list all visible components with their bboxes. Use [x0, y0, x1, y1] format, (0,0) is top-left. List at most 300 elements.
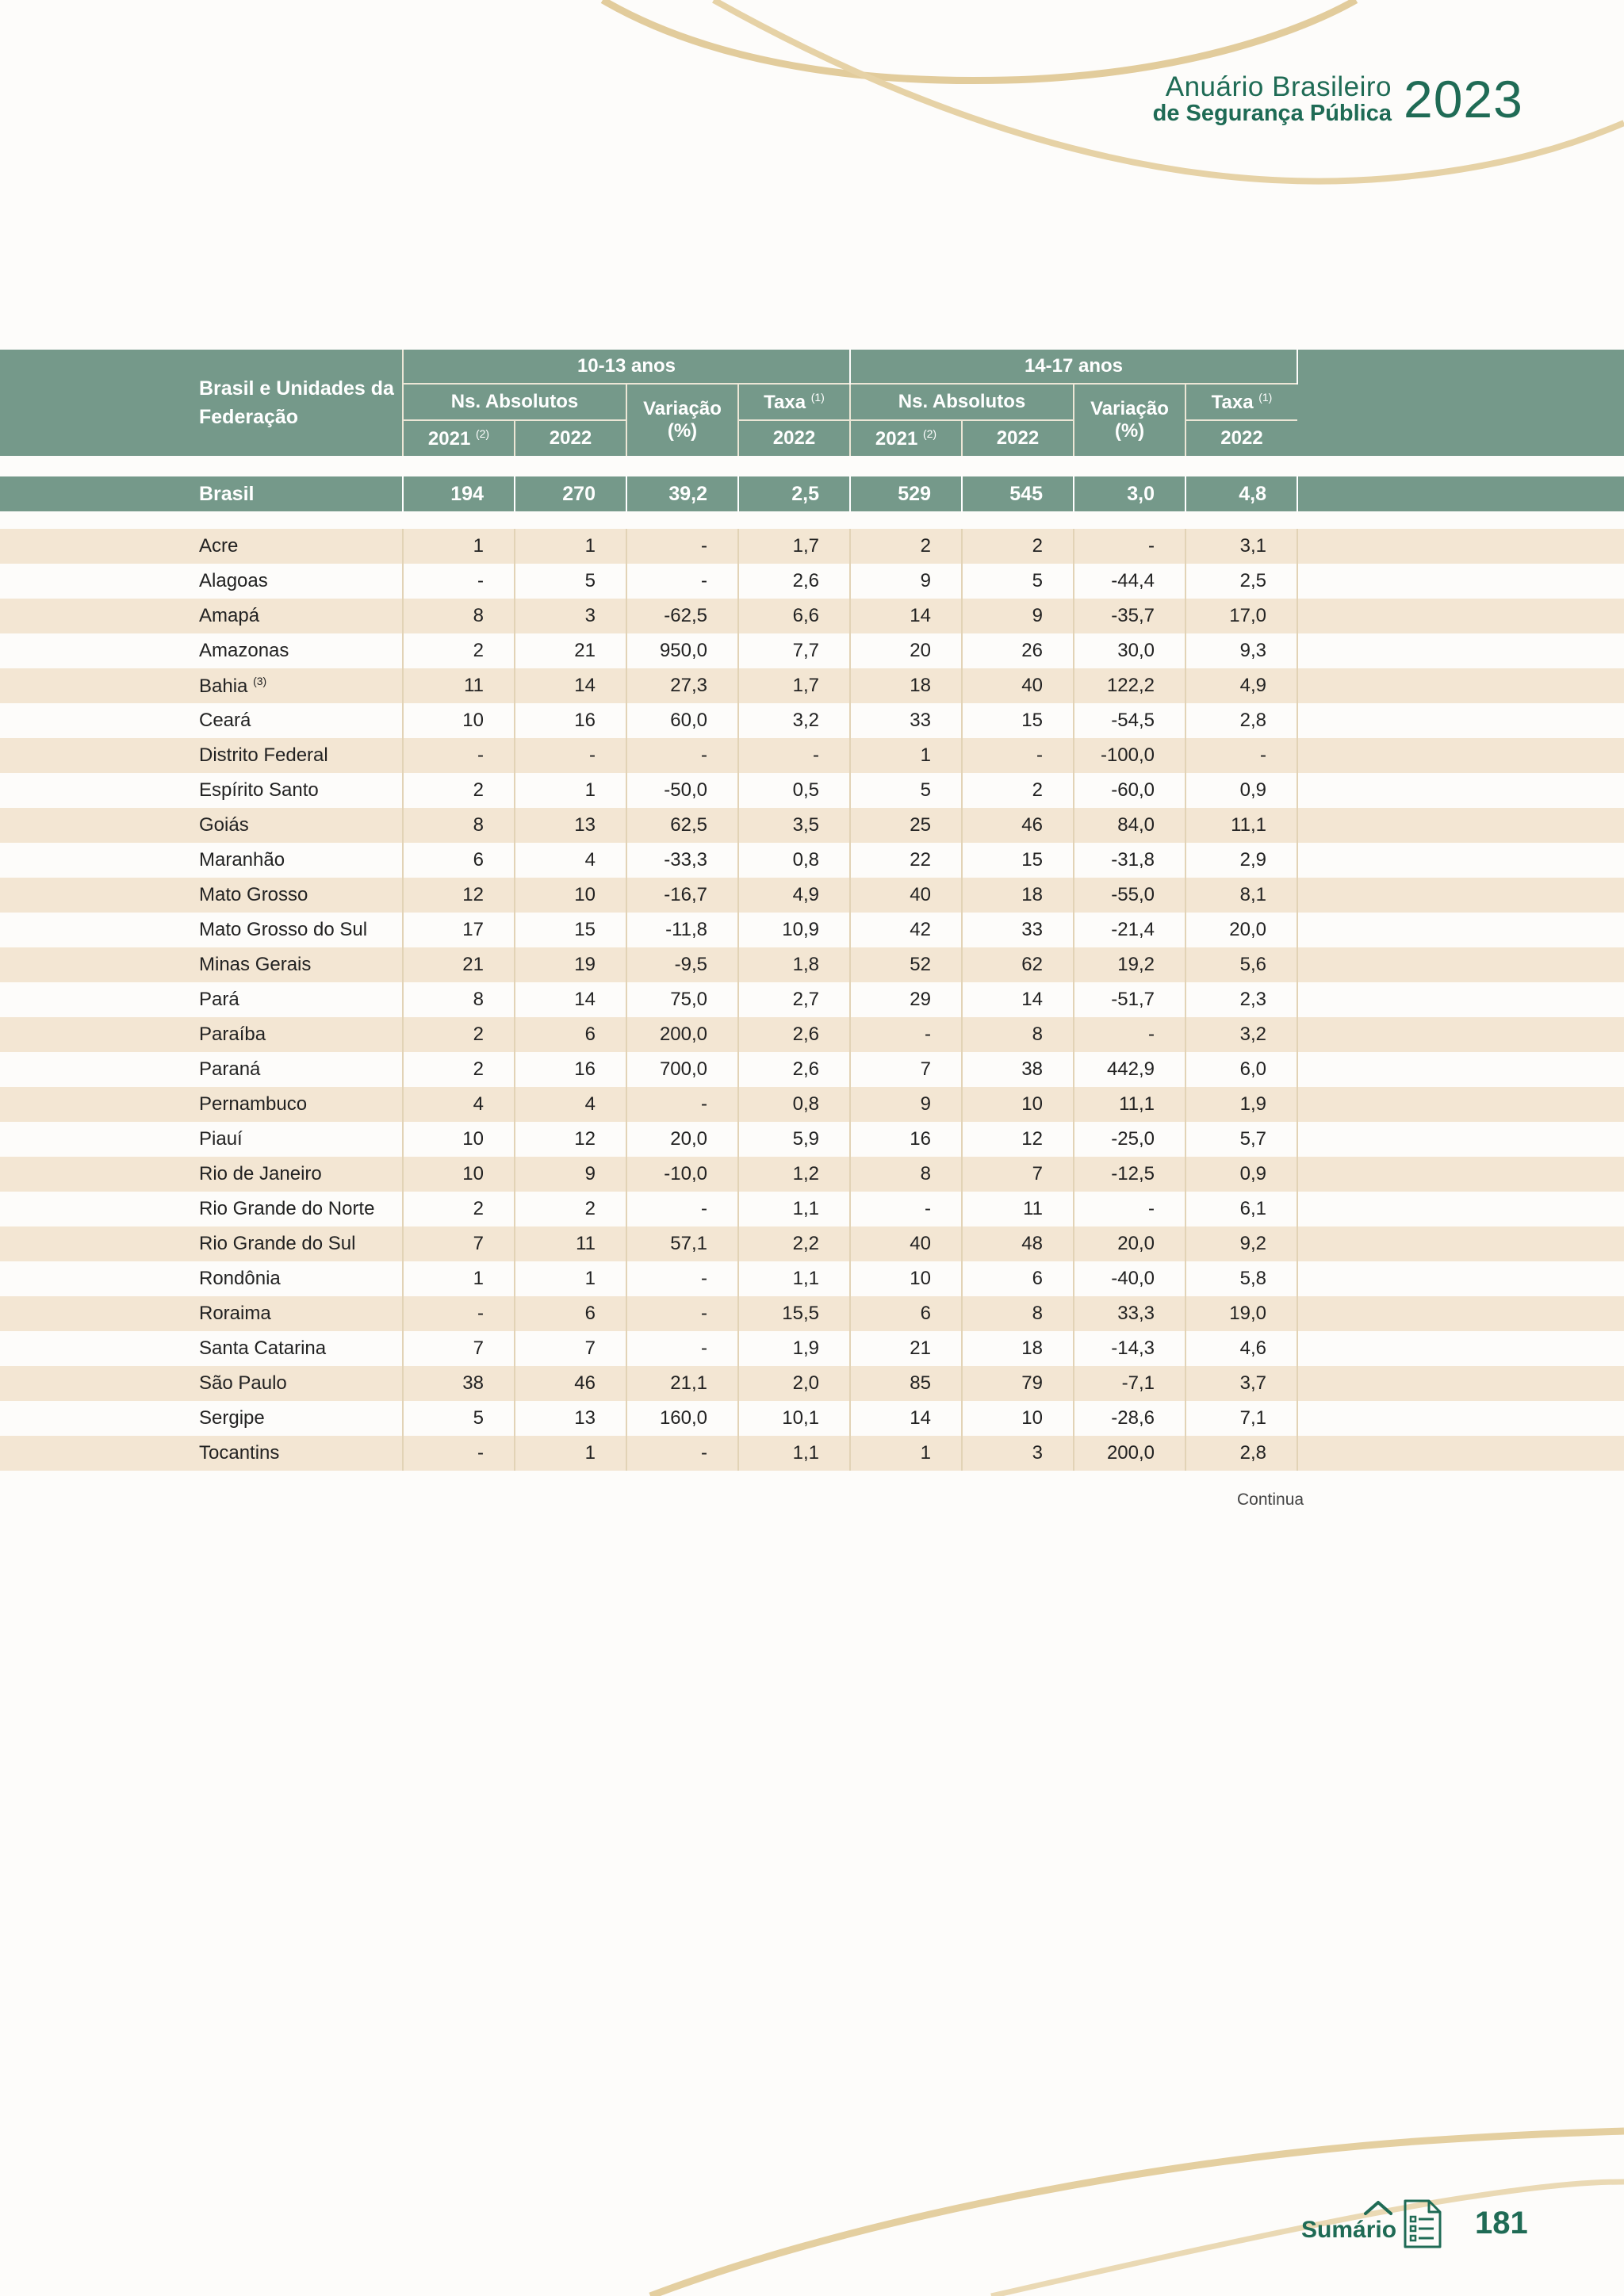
cell: 5,7 — [1185, 1122, 1297, 1157]
variacao-header-1: Variação (%) — [626, 384, 738, 456]
cell: 40 — [962, 668, 1074, 703]
row-label: Bahia $^{(3)}$ — [0, 668, 403, 703]
cell: 10 — [515, 878, 626, 913]
table-row — [0, 703, 1624, 738]
cell: - — [962, 738, 1074, 773]
cell: 2,8 — [1185, 703, 1297, 738]
row-filler — [1297, 1261, 1624, 1296]
cell: 122,2 — [1074, 668, 1185, 703]
row-label: Distrito Federal — [0, 738, 403, 773]
cell: 42 — [850, 913, 962, 947]
cell: 2,7 — [738, 982, 850, 1017]
cell: - — [626, 1192, 738, 1226]
table-row — [0, 808, 1624, 843]
cell: 15 — [962, 703, 1074, 738]
row-filler — [1297, 564, 1624, 599]
cell: 18 — [962, 1331, 1074, 1366]
cell: 60,0 — [626, 703, 738, 738]
cell: 545 — [962, 476, 1074, 511]
year-2022-header-2: 2022 — [962, 420, 1074, 456]
table-row — [0, 529, 1624, 564]
row-label: São Paulo — [0, 1366, 403, 1401]
cell: 20 — [850, 633, 962, 668]
cell: -55,0 — [1074, 878, 1185, 913]
table-row — [0, 1261, 1624, 1296]
cell: -10,0 — [626, 1157, 738, 1192]
cell: 9,3 — [1185, 633, 1297, 668]
row-label: Maranhão — [0, 843, 403, 878]
cell: 0,8 — [738, 1087, 850, 1122]
cell: -35,7 — [1074, 599, 1185, 633]
cell: 5,9 — [738, 1122, 850, 1157]
continua-note: Continua — [1237, 1490, 1304, 1509]
cell: 8 — [962, 1017, 1074, 1052]
cell: 2,6 — [738, 1017, 850, 1052]
cell: 1,1 — [738, 1192, 850, 1226]
cell: 62,5 — [626, 808, 738, 843]
cell: -7,1 — [1074, 1366, 1185, 1401]
table-row — [0, 1157, 1624, 1192]
cell: 160,0 — [626, 1401, 738, 1436]
cell: 15 — [962, 843, 1074, 878]
cell: 2 — [403, 1052, 515, 1087]
row-filler — [1297, 1331, 1624, 1366]
table-row — [0, 738, 1624, 773]
row-label: Sergipe — [0, 1401, 403, 1436]
cell: 2 — [403, 773, 515, 808]
row-label: Paraíba — [0, 1017, 403, 1052]
cell: 2 — [515, 1192, 626, 1226]
cell: 2 — [403, 633, 515, 668]
cell: 46 — [515, 1366, 626, 1401]
table-row — [0, 1331, 1624, 1366]
row-label: Rio Grande do Norte — [0, 1192, 403, 1226]
cell: 15,5 — [738, 1296, 850, 1331]
cell: 21 — [403, 947, 515, 982]
cell: -62,5 — [626, 599, 738, 633]
row-filler — [1297, 1122, 1624, 1157]
table-row — [0, 1017, 1624, 1052]
cell: 85 — [850, 1366, 962, 1401]
cell: 4 — [515, 843, 626, 878]
cell: 27,3 — [626, 668, 738, 703]
table-row — [0, 878, 1624, 913]
cell: 38 — [962, 1052, 1074, 1087]
cell: -14,3 — [1074, 1331, 1185, 1366]
cell: 0,8 — [738, 843, 850, 878]
cell: -44,4 — [1074, 564, 1185, 599]
cell: 38 — [403, 1366, 515, 1401]
cell: 14 — [850, 599, 962, 633]
row-label: Goiás — [0, 808, 403, 843]
abs-header-2: Ns. Absolutos — [850, 384, 1074, 420]
cell: -40,0 — [1074, 1261, 1185, 1296]
cell: 33 — [850, 703, 962, 738]
row-label: Santa Catarina — [0, 1331, 403, 1366]
cell: 1,1 — [738, 1436, 850, 1471]
cell: 2,5 — [738, 476, 850, 511]
cell: 11,1 — [1074, 1087, 1185, 1122]
row-label: Pará — [0, 982, 403, 1017]
cell: 1 — [850, 1436, 962, 1471]
cell: 25 — [850, 808, 962, 843]
cell: 1,1 — [738, 1261, 850, 1296]
cell: 19 — [515, 947, 626, 982]
cell: 7 — [403, 1226, 515, 1261]
header-filler — [1297, 350, 1624, 456]
cell: 26 — [962, 633, 1074, 668]
cell: 2,3 — [1185, 982, 1297, 1017]
cell: 75,0 — [626, 982, 738, 1017]
group-header-14-17: 14-17 anos — [850, 350, 1297, 384]
year-2021-header-2: 2021 $^{(2)}$ — [850, 420, 962, 456]
cell: 2,6 — [738, 1052, 850, 1087]
table-row — [0, 1087, 1624, 1122]
row-label: Amazonas — [0, 633, 403, 668]
cell: 10 — [850, 1261, 962, 1296]
table-row — [0, 1436, 1624, 1471]
footnote-marker: (3) — [253, 674, 267, 687]
cell: 2,8 — [1185, 1436, 1297, 1471]
cell: 8 — [850, 1157, 962, 1192]
cell: 2 — [403, 1017, 515, 1052]
table-row — [0, 599, 1624, 633]
cell: - — [1074, 1192, 1185, 1226]
cell: 9 — [850, 564, 962, 599]
abs-header-1: Ns. Absolutos — [403, 384, 626, 420]
row-filler — [1297, 529, 1624, 564]
cell: - — [626, 1436, 738, 1471]
cell: 1 — [515, 529, 626, 564]
table-row — [0, 982, 1624, 1017]
cell: 33 — [962, 913, 1074, 947]
row-label: Rondônia — [0, 1261, 403, 1296]
row-label: Rio de Janeiro — [0, 1157, 403, 1192]
cell: 6 — [403, 843, 515, 878]
row-label: Acre — [0, 529, 403, 564]
cell: 9,2 — [1185, 1226, 1297, 1261]
cell: 1 — [515, 773, 626, 808]
table-row — [0, 633, 1624, 668]
cell: 3,0 — [1074, 476, 1185, 511]
cell: 8 — [403, 808, 515, 843]
cell: - — [626, 1261, 738, 1296]
page-number: 181 — [1475, 2206, 1528, 2241]
cell: 5,8 — [1185, 1261, 1297, 1296]
table-row — [0, 1052, 1624, 1087]
cell: 7,1 — [1185, 1401, 1297, 1436]
cell: 16 — [515, 703, 626, 738]
year-2022-header-1: 2022 — [515, 420, 626, 456]
cell: 9 — [515, 1157, 626, 1192]
cell: 0,9 — [1185, 1157, 1297, 1192]
cell: 529 — [850, 476, 962, 511]
cell: 7 — [515, 1331, 626, 1366]
cell: 14 — [515, 982, 626, 1017]
row-label: Paraná — [0, 1052, 403, 1087]
row-label: Espírito Santo — [0, 773, 403, 808]
cell: 20,0 — [1074, 1226, 1185, 1261]
cell: 4,8 — [1185, 476, 1297, 511]
table-row — [0, 843, 1624, 878]
cell: 21 — [515, 633, 626, 668]
row-label: Minas Gerais — [0, 947, 403, 982]
cell: 7 — [962, 1157, 1074, 1192]
cell: -33,3 — [626, 843, 738, 878]
row-filler — [1297, 843, 1624, 878]
cell: 15 — [515, 913, 626, 947]
cell: 1,8 — [738, 947, 850, 982]
cell: - — [515, 738, 626, 773]
table-row — [0, 913, 1624, 947]
cell: 4,6 — [1185, 1331, 1297, 1366]
cell: 11 — [403, 668, 515, 703]
cell: 3 — [515, 599, 626, 633]
cell: - — [1074, 1017, 1185, 1052]
row-filler — [1297, 1017, 1624, 1052]
cell: 5 — [850, 773, 962, 808]
row-label: Ceará — [0, 703, 403, 738]
cell: 1,9 — [738, 1331, 850, 1366]
table-row — [0, 947, 1624, 982]
cell: 1,9 — [1185, 1087, 1297, 1122]
cell: -54,5 — [1074, 703, 1185, 738]
cell: 2,2 — [738, 1226, 850, 1261]
cell: 442,9 — [1074, 1052, 1185, 1087]
cell: 17 — [403, 913, 515, 947]
cell: 12 — [962, 1122, 1074, 1157]
cell: 17,0 — [1185, 599, 1297, 633]
cell: 22 — [850, 843, 962, 878]
row-filler — [1297, 982, 1624, 1017]
cell: 1 — [515, 1261, 626, 1296]
table-row — [0, 1192, 1624, 1226]
cell: -11,8 — [626, 913, 738, 947]
row-label: Mato Grosso do Sul — [0, 913, 403, 947]
row-filler — [1297, 913, 1624, 947]
cell: 2,5 — [1185, 564, 1297, 599]
cell: - — [626, 1296, 738, 1331]
cell: 30,0 — [1074, 633, 1185, 668]
cell: 18 — [850, 668, 962, 703]
cell: 1 — [515, 1436, 626, 1471]
table-row — [0, 668, 1624, 703]
row-filler — [1297, 1296, 1624, 1331]
cell: 57,1 — [626, 1226, 738, 1261]
cell: 7 — [403, 1331, 515, 1366]
cell: 3,7 — [1185, 1366, 1297, 1401]
cell: 13 — [515, 1401, 626, 1436]
taxa-year-header-2: 2022 — [1185, 420, 1297, 456]
cell: 6,6 — [738, 599, 850, 633]
cell: 16 — [850, 1122, 962, 1157]
cell: 10,1 — [738, 1401, 850, 1436]
cell: 10 — [403, 1157, 515, 1192]
row-label: Alagoas — [0, 564, 403, 599]
cell: - — [626, 1331, 738, 1366]
cell: -9,5 — [626, 947, 738, 982]
row-label: Brasil — [0, 476, 403, 511]
row-filler — [1297, 703, 1624, 738]
cell: - — [403, 1436, 515, 1471]
cell: 39,2 — [626, 476, 738, 511]
cell: 3 — [962, 1436, 1074, 1471]
cell: 5 — [515, 564, 626, 599]
cell: 12 — [515, 1122, 626, 1157]
cell: -50,0 — [626, 773, 738, 808]
cell: -31,8 — [1074, 843, 1185, 878]
cell: 1,7 — [738, 668, 850, 703]
cell: 40 — [850, 878, 962, 913]
cell: 6 — [850, 1296, 962, 1331]
row-filler — [1297, 738, 1624, 773]
taxa-header-2: Taxa $^{(1)}$ — [1185, 384, 1297, 420]
cell: 19,2 — [1074, 947, 1185, 982]
sumario-link[interactable]: Sumário — [1301, 2217, 1397, 2243]
cell: 18 — [962, 878, 1074, 913]
cell: -21,4 — [1074, 913, 1185, 947]
cell: 1 — [403, 1261, 515, 1296]
cell: 6,1 — [1185, 1192, 1297, 1226]
row-label: Roraima — [0, 1296, 403, 1331]
row-label: Piauí — [0, 1122, 403, 1157]
row-filler — [1297, 599, 1624, 633]
cell: 270 — [515, 476, 626, 511]
cell: 2 — [962, 529, 1074, 564]
cell: 8 — [403, 599, 515, 633]
cell: 3,5 — [738, 808, 850, 843]
cell: -25,0 — [1074, 1122, 1185, 1157]
cell: 10 — [962, 1087, 1074, 1122]
cell: -16,7 — [626, 878, 738, 913]
cell: 4 — [403, 1087, 515, 1122]
cell: 200,0 — [626, 1017, 738, 1052]
row-label: Tocantins — [0, 1436, 403, 1471]
cell: -60,0 — [1074, 773, 1185, 808]
cell: 10 — [962, 1401, 1074, 1436]
cell: 79 — [962, 1366, 1074, 1401]
table-row — [0, 1296, 1624, 1331]
cell: 10 — [403, 703, 515, 738]
cell: -100,0 — [1074, 738, 1185, 773]
taxa-header-1: Taxa $^{(1)}$ — [738, 384, 850, 420]
cell: 4,9 — [738, 878, 850, 913]
publication-year: 2023 — [1404, 70, 1523, 128]
cell: 9 — [850, 1087, 962, 1122]
cell: 2,6 — [738, 564, 850, 599]
cell: 950,0 — [626, 633, 738, 668]
row-filler — [1297, 1087, 1624, 1122]
row-filler — [1297, 633, 1624, 668]
corner-header: Brasil e Unidades da Federação — [0, 350, 403, 456]
cell: 10 — [403, 1122, 515, 1157]
cell: -51,7 — [1074, 982, 1185, 1017]
cell: - — [626, 1087, 738, 1122]
cell: - — [1185, 738, 1297, 773]
cell: 700,0 — [626, 1052, 738, 1087]
cell: 0,5 — [738, 773, 850, 808]
row-label: Mato Grosso — [0, 878, 403, 913]
cell: 8 — [962, 1296, 1074, 1331]
table-row — [0, 1401, 1624, 1436]
cell: 11,1 — [1185, 808, 1297, 843]
row-label: Rio Grande do Sul — [0, 1226, 403, 1261]
row-filler — [1297, 1226, 1624, 1261]
row-filler — [1297, 1192, 1624, 1226]
cell: 5 — [403, 1401, 515, 1436]
cell: - — [626, 738, 738, 773]
cell: 6 — [515, 1296, 626, 1331]
taxa-year-header-1: 2022 — [738, 420, 850, 456]
cell: 194 — [403, 476, 515, 511]
cell: 7 — [850, 1052, 962, 1087]
cell: 2 — [403, 1192, 515, 1226]
variacao-header-2: Variação (%) — [1074, 384, 1185, 456]
cell: 4 — [515, 1087, 626, 1122]
cell: 3,2 — [1185, 1017, 1297, 1052]
cell: 1 — [403, 529, 515, 564]
cell: 6,0 — [1185, 1052, 1297, 1087]
row-filler — [1297, 1052, 1624, 1087]
table-row-brasil — [0, 476, 1624, 511]
cell: 16 — [515, 1052, 626, 1087]
cell: - — [850, 1017, 962, 1052]
cell: 46 — [962, 808, 1074, 843]
cell: - — [403, 1296, 515, 1331]
data-table — [0, 350, 1624, 1471]
cell: 29 — [850, 982, 962, 1017]
row-label: Pernambuco — [0, 1087, 403, 1122]
cell: 5 — [962, 564, 1074, 599]
cell: - — [738, 738, 850, 773]
table-row — [0, 773, 1624, 808]
cell: 9 — [962, 599, 1074, 633]
cell: 13 — [515, 808, 626, 843]
cell: - — [626, 529, 738, 564]
cell: 2 — [850, 529, 962, 564]
cell: -28,6 — [1074, 1401, 1185, 1436]
cell: 2,0 — [738, 1366, 850, 1401]
cell: 3,1 — [1185, 529, 1297, 564]
cell: 1,7 — [738, 529, 850, 564]
table-row — [0, 564, 1624, 599]
cell: 20,0 — [626, 1122, 738, 1157]
row-filler — [1297, 878, 1624, 913]
cell: 2 — [962, 773, 1074, 808]
cell: 40 — [850, 1226, 962, 1261]
row-filler — [1297, 1366, 1624, 1401]
row-label: Amapá — [0, 599, 403, 633]
cell: - — [1074, 529, 1185, 564]
cell: 62 — [962, 947, 1074, 982]
table-of-contents-icon[interactable] — [1402, 2198, 1443, 2250]
row-filler — [1297, 947, 1624, 982]
cell: 3,2 — [738, 703, 850, 738]
cell: 12 — [403, 878, 515, 913]
chevron-up-icon[interactable] — [1362, 2198, 1394, 2217]
cell: 8,1 — [1185, 878, 1297, 913]
cell: 8 — [403, 982, 515, 1017]
cell: 1,2 — [738, 1157, 850, 1192]
cell: 52 — [850, 947, 962, 982]
cell: 21,1 — [626, 1366, 738, 1401]
row-filler — [1297, 668, 1624, 703]
publication-title — [1153, 73, 1392, 125]
year-2021-header-1: 2021 $^{(2)}$ — [403, 420, 515, 456]
cell: 1 — [850, 738, 962, 773]
row-filler — [1297, 773, 1624, 808]
cell: 0,9 — [1185, 773, 1297, 808]
